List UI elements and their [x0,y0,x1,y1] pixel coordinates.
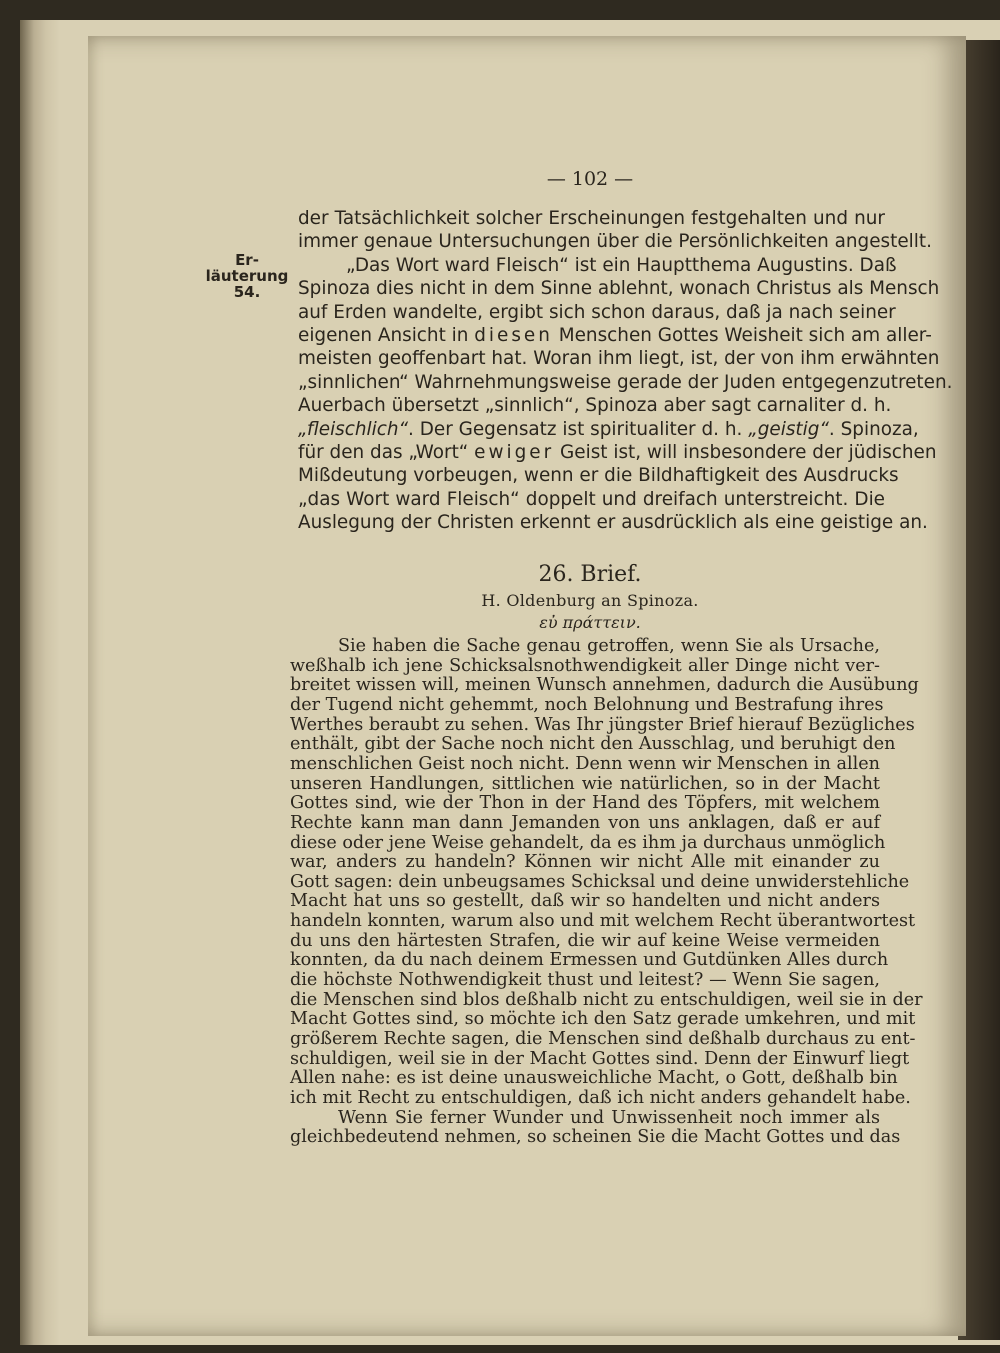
text-run: größerem Rechte sagen, die Menschen sind deßhalb durchaus zu ent- [290,1029,916,1049]
text-line [290,931,880,951]
text-line [298,395,892,417]
page-number: — 102 — [546,168,634,190]
text-line [290,891,880,911]
text-run: Allen nahe: es ist deine unausweichliche Macht, o Gott, deßhalb bin [290,1068,898,1089]
text-line [290,911,916,932]
text-line [290,1009,916,1030]
text-run: „sinnlichen“ Wahrnehmungsweise gerade der Juden entgegenzutreten. [298,371,953,393]
text-run: diese oder jene Weise gehandelt, da es ihm ja durchaus unmöglich [290,832,886,853]
text-run: Mißdeutung vorbeugen, wenn er die Bildhaftigkeit des Ausdrucks [298,465,899,487]
text-run: die höchste Nothwendigkeit thust und leitest? — Wenn Sie sagen, [290,970,880,991]
margin-note [200,252,294,300]
text-line [290,832,886,853]
text-line [298,418,919,440]
text-line [290,754,880,774]
text-line [298,371,953,393]
text-line [298,348,940,370]
text-run: diesen [474,325,553,346]
text-run: menschlichen Geist noch nicht. Denn wenn wir Menschen in allen [290,753,880,774]
text-run: schuldigen, weil sie in der Macht Gottes sind. Denn der Einwurf liegt [290,1048,910,1069]
text-run: enthält, gibt der Sache noch nicht den Ausschlag, und beruhigt den [290,734,896,755]
text-line [298,301,896,323]
text-line [298,489,885,510]
text-line [290,774,880,794]
text-line [290,694,884,715]
text-line [298,325,932,346]
text-line [298,278,940,300]
text-run: gleichbedeutend nehmen, so scheinen Sie die Macht Gottes und das [290,1127,901,1148]
text-run: Rechte kann man dann Jemanden von uns anklagen, daß er auf [290,812,880,833]
text-run: du uns den härtesten Strafen, die wir auf keine Weise vermeiden [290,930,880,951]
text-line [298,231,932,253]
text-line [290,950,889,971]
text-run: für den das „Wort“ [298,442,475,463]
text-line [290,1087,911,1108]
text-line [290,734,896,755]
margin-note-line: 54. [233,283,261,301]
text-run: handeln konnten, warum also und mit welchem Recht überantwortest [290,911,916,932]
text-line [298,442,937,463]
text-line [290,871,910,892]
text-line [290,1068,898,1089]
text-run: ewiger [474,442,555,463]
text-run: konnten, da du nach deinem Ermessen und Gutdünken Alles durch [290,950,889,971]
text-run: meisten geoffenbart hat. Woran ihm liegt, ist, der von ihm erwähnten [298,348,940,370]
text-run: . Spinoza, [828,418,919,440]
text-line [290,1029,916,1049]
text-run: „geistig“ [748,418,829,440]
text-run: der Tatsächlichkeit solcher Erscheinungen festgehalten und nur [298,208,885,229]
text-run: Macht Gottes sind, so möchte ich den Satz gerade umkehren, und mit [290,1009,916,1030]
text-run: . Der Gegensatz ist spiritualiter d. h. [408,418,749,440]
text-line [298,208,885,229]
text-line [290,675,919,696]
text-run: Sie haben die Sache genau getroffen, wenn Sie als Ursache, [338,636,880,656]
text-line [290,813,880,833]
text-run: die Menschen sind blos deßhalb nicht zu entschuldigen, weil sie in der [290,989,923,1010]
text-line [290,793,880,813]
text-line [290,1127,901,1148]
text-line [290,989,923,1010]
text-run: Wenn Sie ferner Wunder und Unwissenheit noch immer als [338,1107,880,1128]
text-run: Gott sagen: dein unbeugsames Schicksal und deine unwiderstehliche [290,871,910,892]
text-run: unseren Handlungen, sittlichen wie natürlichen, so in der Macht [290,773,880,794]
text-run: Auslegung der Christen erkennt er ausdrücklich als eine geistige an. [298,512,928,534]
text-run: Geist ist, will insbesondere der jüdischen [554,442,937,463]
text-run: weßhalb ich jene Schicksalsnothwendigkeit aller Dinge nicht ver- [290,655,880,676]
text-run: „das Wort ward Fleisch“ doppelt und dreifach unterstreicht. Die [298,488,885,510]
margin-note-line: läuterung [205,267,289,285]
letter-subheading: H. Oldenburg an Spinoza. [481,591,699,610]
text-line [290,714,915,735]
text-run: Werthes beraubt zu sehen. Was Ihr jüngster Brief hierauf Bezügliches [290,714,915,735]
text-run: eigenen Ansicht in [298,325,475,346]
text-line [290,852,880,872]
text-run: war, anders zu handeln? Können wir nicht Alle mit einander zu [290,852,880,873]
text-run: immer genaue Untersuchungen über die Persönlichkeiten angestellt. [298,231,932,253]
text-run: „fleischlich“ [298,418,409,440]
text-line [298,512,928,534]
text-line [298,465,899,487]
text-line [290,1048,910,1069]
text-run: Gottes sind, wie der Thon in der Hand des Töpfers, mit welchem [290,793,880,814]
greek-salutation: εὐ πράττειν. [539,613,641,632]
text-line [290,636,880,656]
text-run: Menschen Gottes Weisheit sich am aller- [552,325,932,346]
text-run: „Das Wort ward Fleisch“ ist ein Hauptthema Augustins. Daß [346,254,897,276]
text-run: Macht hat uns so gestellt, daß wir so handelten und nicht anders [290,891,880,912]
text-line [298,254,897,276]
text-line [290,970,880,990]
margin-note-line: Er- [235,251,259,269]
text-run: breitet wissen will, meinen Wunsch annehmen, dadurch die Ausübung [290,675,919,696]
letter-heading: 26. Brief. [538,562,642,587]
text-run: ich mit Recht zu entschuldigen, daß ich nicht anders gehandelt habe. [290,1087,911,1108]
text-run: Auerbach übersetzt „sinnlich“, Spinoza aber sagt carnaliter d. h. [298,395,892,417]
text-line [290,1108,880,1128]
text-run: Spinoza dies nicht in dem Sinne ablehnt, wonach Christus als Mensch [298,278,940,300]
text-run: der Tugend nicht gehemmt, noch Belohnung und Bestrafung ihres [290,694,884,715]
text-run: auf Erden wandelte, ergibt sich schon daraus, daß ja nach seiner [298,301,896,323]
text-line [290,656,880,676]
